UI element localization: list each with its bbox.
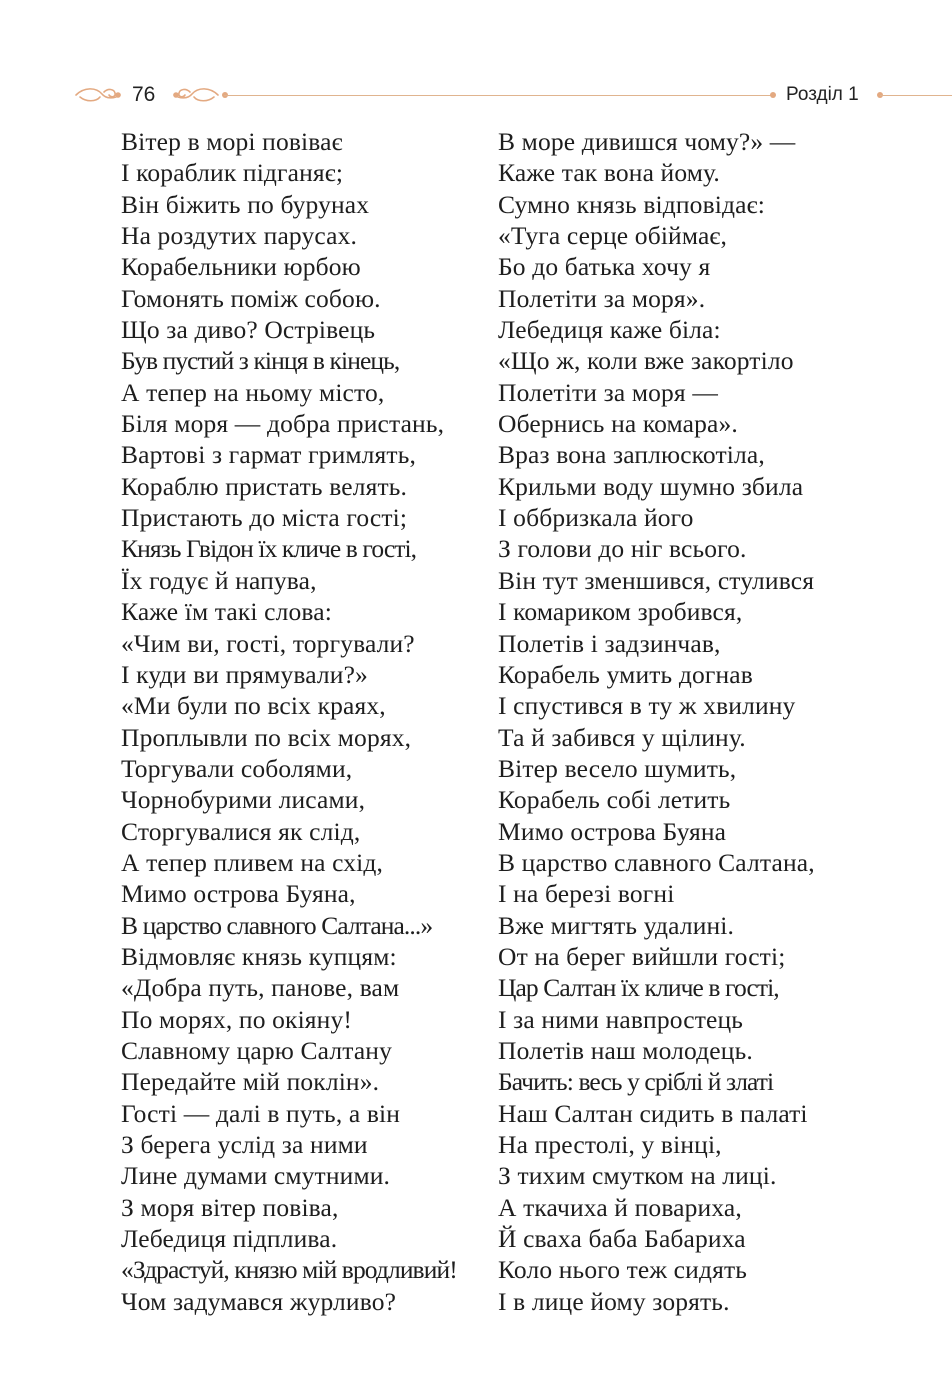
header-rule-tail — [880, 95, 952, 96]
poem-line: Гості — далі в путь, а він — [121, 1098, 401, 1128]
poem-line: Полетіти за моря — — [498, 377, 718, 407]
poem-line: І комариком зробився, — [498, 597, 743, 627]
poem-line: Передайте мій поклін». — [121, 1067, 380, 1097]
poem-line: Славному царю Салтану — [121, 1035, 392, 1065]
poem-line: Каже їм такі слова: — [121, 597, 332, 627]
poem-line: Мимо острова Буяна, — [121, 879, 356, 909]
poem-line: Бачить: весь у сріблі й златі — [498, 1067, 774, 1097]
poem-line: Корабель собі летить — [498, 785, 731, 815]
poem-line: Обернись на комара». — [498, 409, 738, 439]
poem-line: «Здрастуй, князю мій вродливий! — [121, 1255, 457, 1285]
poem-line: І оббризкала його — [498, 503, 694, 533]
poem-line: Він тут зменшився, стулився — [498, 565, 815, 595]
poem-line: На престолі, у вінці, — [498, 1130, 722, 1159]
poem-line: На роздутих парусах. — [121, 221, 358, 251]
poem-line: З голови до ніг всього. — [498, 534, 747, 564]
poem-line: Враз вона заплюскотіла, — [498, 440, 765, 470]
poem-line: Полетіти за моря». — [498, 283, 706, 313]
header-rule — [224, 95, 772, 96]
poem-line: Чорнобурими лисами, — [121, 785, 366, 815]
poem-line: І на березі вогні — [498, 879, 675, 909]
poem-line: Їх годує й напува, — [121, 565, 317, 595]
poem-line: З берега услід за ними — [121, 1130, 368, 1159]
poem-line: «Добра путь, панове, вам — [121, 973, 400, 1003]
poem-line: Цар Салтан їх кличе в гості, — [498, 973, 779, 1003]
poem-line: Був пустий з кінця в кінець, — [121, 346, 400, 376]
rule-dot-middle — [770, 92, 776, 98]
poem-line: Крильми воду шумно збила — [498, 471, 804, 501]
poem-line: З тихим смутком на лиці. — [498, 1161, 777, 1191]
poem-line: Корабель умить догнав — [498, 659, 753, 689]
poem-line: По морях, по окіяну! — [121, 1004, 353, 1034]
poem-line: Сторгувалися як слід, — [121, 816, 361, 846]
poem-line: Пристають до міста гості; — [121, 503, 408, 533]
poem-line: «Чим ви, гості, торгували? — [121, 628, 415, 658]
poem-line: Каже так вона йому. — [498, 158, 720, 188]
poem-line: Біля моря — добра пристань, — [121, 409, 445, 439]
flourish-right-icon — [170, 84, 220, 106]
poem-line: Вже мигтять удалині. — [498, 910, 735, 940]
poem-line: І спустився в ту ж хвилину — [498, 691, 796, 721]
poem-line: Гомонять поміж собою. — [121, 283, 381, 313]
poem-line: «Що ж, коли вже закортіло — [498, 346, 794, 376]
poem-line: І в лице йому зорять. — [498, 1286, 730, 1316]
poem-line: І куди ви прямували?» — [121, 659, 368, 689]
poem-line: Бо до батька хочу я — [498, 252, 711, 282]
section-label: Розділ 1 — [786, 84, 859, 105]
poem-line: Сумно князь відповідає: — [498, 189, 765, 219]
poem-line: Та й забився у щілину. — [498, 722, 746, 752]
poem-line: «Туга серце обіймає, — [498, 221, 728, 251]
poem-line: Лине думами смутними. — [121, 1161, 391, 1191]
poem-line: Чом задумався журливо? — [121, 1286, 397, 1316]
poem-line: Й сваха баба Бабариха — [498, 1224, 746, 1254]
poem-line: Коло нього теж сидять — [498, 1255, 748, 1285]
poem-line: «Ми були по всіх краях, — [121, 691, 386, 721]
poem-line: Він біжить по бурунах — [121, 189, 370, 219]
poem-line: Полетів наш молодець. — [498, 1035, 753, 1065]
poem-line: Мимо острова Буяна — [498, 816, 727, 846]
poem-column-right — [498, 126, 878, 1317]
poem-line: Наш Салтан сидить в палаті — [498, 1098, 808, 1128]
poem-line: І кораблик підганяє; — [121, 158, 344, 188]
poem-line: А ткачиха й повариха, — [498, 1192, 742, 1222]
poem-line: Торгували соболями, — [121, 753, 353, 783]
poem-line: А тепер на ньому місто, — [121, 377, 385, 407]
flourish-left-icon — [74, 84, 124, 106]
poem-line: Що за диво? Острівець — [121, 315, 376, 345]
poem-line: Князь Гвідон їх кличе в гості, — [121, 534, 417, 564]
page-number: 76 — [132, 83, 156, 106]
poem-line: Лебедиця підплива. — [121, 1224, 338, 1254]
poem-line: Полетів і задзинчав, — [498, 628, 721, 658]
poem-line: Кораблю пристать велять. — [121, 471, 408, 501]
poem-line: Лебедиця каже біла: — [498, 315, 721, 345]
poem-line: От на берег вийшли гості; — [498, 941, 786, 971]
poem-column-left — [121, 126, 493, 1317]
poem-line: Корабельники юрбою — [121, 252, 361, 282]
poem-line: З моря вітер повіва, — [121, 1192, 339, 1222]
poem-line: Проплывли по всіх морях, — [121, 722, 412, 752]
poem-line: І за ними навпростець — [498, 1004, 744, 1034]
poem-line: Відмовляє князь купцям: — [121, 941, 397, 971]
poem-line: Вітер в морі повіває — [121, 127, 343, 156]
poem-line: В море дивишся чому?» — — [498, 127, 796, 156]
poem-line: А тепер пливем на схід, — [121, 847, 384, 877]
poem-line: В царство славного Салтана...» — [121, 910, 433, 940]
poem-line: Вартові з гармат гримлять, — [121, 440, 417, 470]
page-header — [0, 78, 952, 114]
poem-line: Вітер весело шумить, — [498, 753, 737, 783]
poem-line: В царство славного Салтана, — [498, 847, 815, 877]
